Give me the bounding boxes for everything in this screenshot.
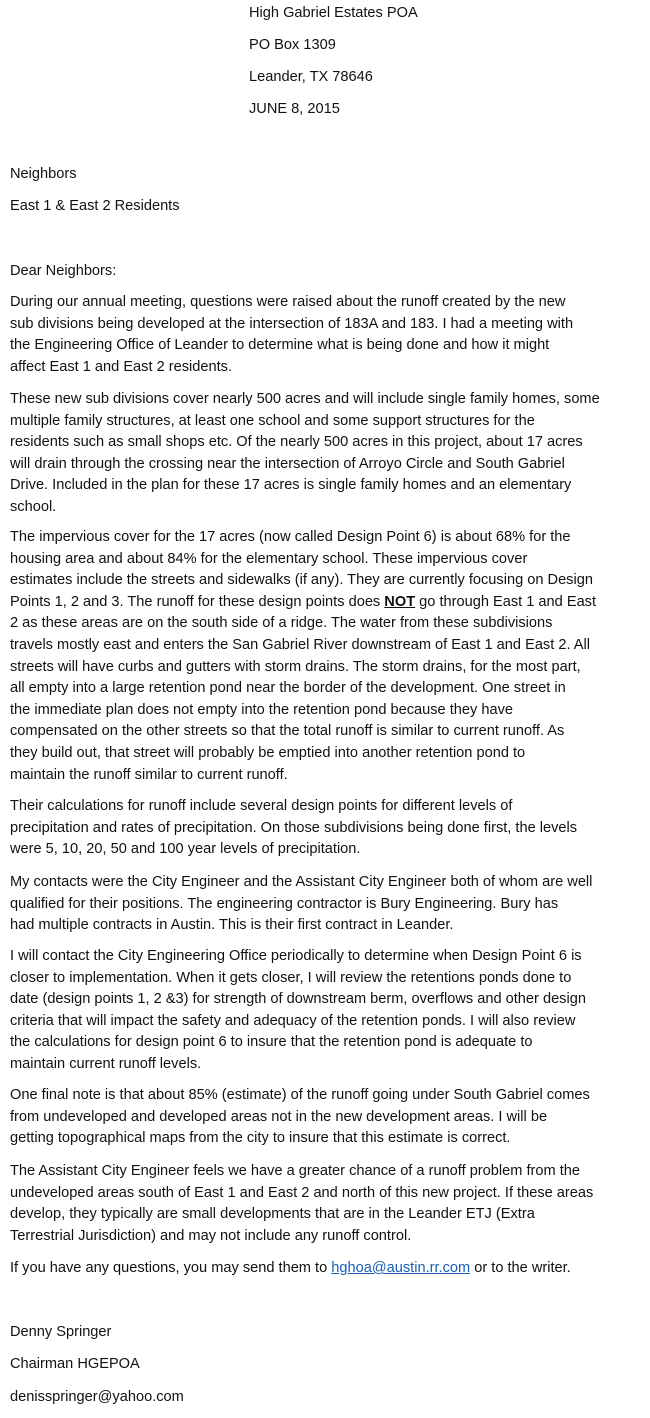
paragraph-4-line: precipitation and rates of precipitation. On those subdivisions being done first, the levels xyxy=(10,819,578,836)
paragraph-3-line: The impervious cover for the 17 acres (now called Design Point 6) is about 68% for the xyxy=(10,529,571,545)
paragraph-9-text: If you have any questions, you may send them to xyxy=(10,1260,332,1276)
paragraph-2-line: school. xyxy=(10,498,57,515)
paragraph-4-line: were 5, 10, 20, 50 and 100 year levels of precipitation. xyxy=(10,841,361,858)
paragraph-5-line: qualified for their positions. The engineering contractor is Bury Engineering. Bury has xyxy=(10,895,559,912)
signature-title: Chairman HGEPOA xyxy=(10,1356,140,1372)
paragraph-3-line: 2 as these areas are on the south side of a ridge. The water from these subdivisions xyxy=(10,615,553,632)
salutation: Dear Neighbors: xyxy=(10,263,117,279)
paragraph-4-line: Their calculations for runoff include several design points for different levels of xyxy=(10,798,513,814)
paragraph-3-line: compensated on the other streets so that the total runoff is similar to current runoff. As xyxy=(10,723,565,740)
paragraph-5-line: had multiple contracts in Austin. This is their first contract in Leander. xyxy=(10,917,454,934)
paragraph-4 xyxy=(10,796,638,861)
paragraph-1 xyxy=(10,292,638,378)
paragraph-9 xyxy=(10,1258,638,1280)
recipient-line-1: Neighbors xyxy=(10,166,77,182)
paragraph-3-line: streets will have curbs and gutters with storm drains. The storm drains, for the most part, xyxy=(10,658,581,675)
paragraph-2-line: multiple family structures, at least one school and some support structures for the xyxy=(10,412,535,429)
paragraph-2-line: will drain through the crossing near the intersection of Arroyo Circle and South Gabriel xyxy=(10,455,565,472)
paragraph-6-line: criteria that will impact the safety and adequacy of the retention ponds. I will also review xyxy=(10,1012,576,1029)
hoa-email-link[interactable]: hghoa@austin.rr.com xyxy=(331,1260,471,1276)
paragraph-8-line: The Assistant City Engineer feels we have a greater chance of a runoff problem from the xyxy=(10,1163,581,1179)
paragraph-3-line: estimates include the streets and sidewalks (if any). They are currently focusing on Design xyxy=(10,572,593,589)
recipient-line-2: East 1 & East 2 Residents xyxy=(10,198,180,214)
org-name: High Gabriel Estates POA xyxy=(249,5,418,21)
paragraph-8 xyxy=(10,1161,638,1247)
paragraph-2-line: residents such as small shops etc. Of the nearly 500 acres in this project, about 17 acres xyxy=(10,434,583,451)
paragraph-3-line: housing area and about 84% for the elementary school. These impervious cover xyxy=(10,550,528,567)
paragraph-1-line: the Engineering Office of Leander to determine what is being done and how it might xyxy=(10,337,550,354)
po-box: PO Box 1309 xyxy=(249,37,336,53)
paragraph-6-line: maintain current runoff levels. xyxy=(10,1055,202,1072)
paragraph-3-line: all empty into a large retention pond near the border of the development. One street in xyxy=(10,680,566,697)
paragraph-2 xyxy=(10,389,638,519)
paragraph-7-line: getting topographical maps from the city to insure that this estimate is correct. xyxy=(10,1130,511,1147)
paragraph-3-line: maintain the runoff similar to current runoff. xyxy=(10,766,288,783)
paragraph-9-text: or to the writer. xyxy=(470,1260,571,1276)
paragraph-3 xyxy=(10,527,638,786)
paragraph-3-text: Points 1, 2 and 3. The runoff for these design points does xyxy=(10,593,385,610)
letter-date: JUNE 8, 2015 xyxy=(249,101,340,117)
paragraph-6-line: date (design points 1, 2 &3) for strength of downstream berm, overflows and other design xyxy=(10,991,586,1008)
paragraph-8-line: Terrestrial Jurisdiction) and may not include any runoff control. xyxy=(10,1227,412,1244)
paragraph-3-line: they build out, that street will probably be emptied into another retention pond to xyxy=(10,744,526,761)
paragraph-3-line: the immediate plan does not empty into the retention pond because they have xyxy=(10,701,514,718)
paragraph-7-line: One final note is that about 85% (estimate) of the runoff going under South Gabriel comes xyxy=(10,1087,590,1103)
paragraph-8-line: undeveloped areas south of East 1 and East 2 and north of this new project. If these areas xyxy=(10,1184,594,1201)
paragraph-6-line: I will contact the City Engineering Office periodically to determine when Design Point 6 is xyxy=(10,948,582,964)
paragraph-3-text: go through East 1 and East xyxy=(415,593,597,610)
paragraph-7-line: from undeveloped and developed areas not in the new development areas. I will be xyxy=(10,1108,548,1125)
paragraph-2-line: These new sub divisions cover nearly 500 acres and will include single family homes, some xyxy=(10,391,600,407)
paragraph-9-line xyxy=(10,1258,638,1280)
paragraph-1-line: sub divisions being developed at the intersection of 183A and 183. I had a meeting with xyxy=(10,315,574,332)
signature-email: denisspringer@yahoo.com xyxy=(10,1389,184,1405)
paragraph-7 xyxy=(10,1085,638,1150)
paragraph-1-line: During our annual meeting, questions were raised about the runoff created by the new xyxy=(10,294,566,310)
paragraph-6 xyxy=(10,946,638,1076)
paragraph-1-line: affect East 1 and East 2 residents. xyxy=(10,358,233,375)
paragraph-5 xyxy=(10,872,638,937)
paragraph-6-line: the calculations for design point 6 to insure that the retention pond is adequate to xyxy=(10,1034,533,1051)
paragraph-2-line: Drive. Included in the plan for these 17 acres is single family homes and an elementary xyxy=(10,477,572,494)
paragraph-6-line: closer to implementation. When it gets closer, I will review the retentions ponds done to xyxy=(10,969,572,986)
city-state-zip: Leander, TX 78646 xyxy=(249,69,373,85)
paragraph-3-line: travels mostly east and enters the San Gabriel River downstream of East 1 and East 2. All xyxy=(10,636,590,653)
paragraph-3-line-emphasis xyxy=(10,592,638,614)
signature-name: Denny Springer xyxy=(10,1324,112,1340)
paragraph-8-line: develop, they typically are small developments that are in the Leander ETJ (Extra xyxy=(10,1206,535,1223)
paragraph-5-line: My contacts were the City Engineer and the Assistant City Engineer both of whom are well xyxy=(10,874,593,890)
not-emphasis: NOT xyxy=(384,593,416,610)
